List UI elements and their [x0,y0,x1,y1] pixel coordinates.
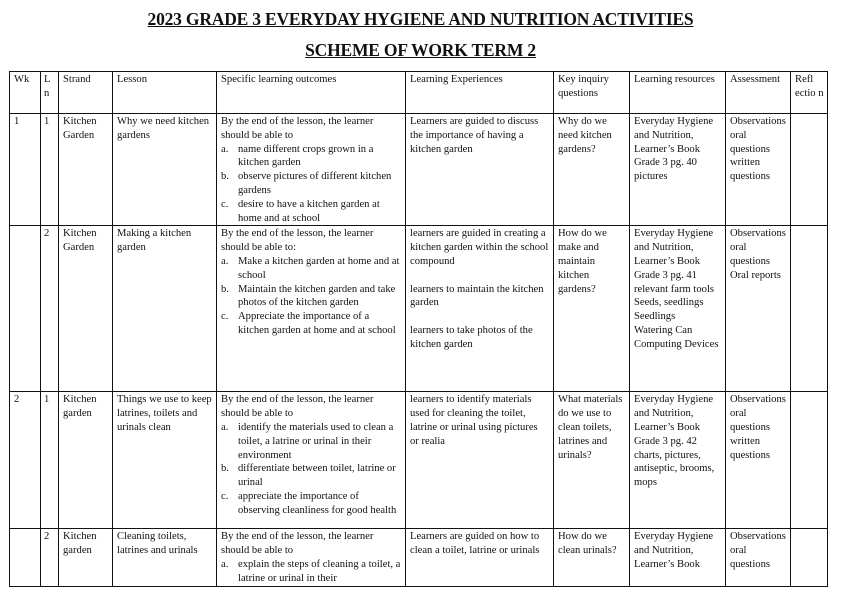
experience-text: learners to maintain the kitchen garden [410,283,544,309]
cell-lesson-number: 2 [41,529,59,586]
cell-reflection[interactable] [791,114,828,226]
cell-resources: Everyday Hygiene and Nutrition, Learner’s Book Grade 3 pg. 42 charts, pictures, antiseptic, brooms, mops [630,392,726,529]
cell-week: 1 [10,114,41,226]
outcomes-intro: By the end of the lesson, the learner should be able to: [221,228,374,254]
outcome-item: c. desire to have a kitchen garden at home and at school [221,198,380,224]
experience-text: Learners are guided to discuss the importance of having a kitchen garden [410,116,539,155]
header-resources: Learning resources [630,72,726,114]
header-reflection: Refl ectio n [791,72,828,114]
table-row [10,226,828,392]
cell-outcomes [217,392,406,529]
cell-outcomes [217,114,406,226]
cell-resources: Everyday Hygiene and Nutrition, Learner’s Book [630,529,726,586]
cell-lesson-number: 1 [41,392,59,529]
cell-week [10,529,41,586]
cell-reflection[interactable] [791,226,828,392]
experience-text: Learners are guided on how to clean a toilet, latrine or urinals [410,531,540,557]
cell-experiences [406,392,554,529]
cell-week [10,226,41,392]
outcomes-list [221,143,401,226]
cell-reflection[interactable] [791,529,828,586]
table-row [10,529,828,586]
document-title: 2023 GRADE 3 EVERYDAY HYGIENE AND NUTRITION ACTIVITIES [147,9,694,29]
cell-strand: Kitchen garden [59,529,113,586]
experience-text: learners to take photos of the kitchen garden [410,324,533,350]
cell-lesson: Making a kitchen garden [113,226,217,392]
table-row [10,114,828,226]
outcome-item: a. identify the materials used to clean a toilet, a latrine or urinal in their environment [221,421,394,461]
cell-inquiry: Why do we need kitchen gardens? [554,114,630,226]
outcomes-intro: By the end of the lesson, the learner should be able to [221,394,374,420]
outcome-item: c. appreciate the importance of observing cleanliness for good health [221,490,397,516]
cell-resources: Everyday Hygiene and Nutrition, Learner’s Book Grade 3 pg. 40 pictures [630,114,726,226]
outcome-item: a. name different crops grown in a kitchen garden [221,143,374,169]
cell-strand: Kitchen garden [59,392,113,529]
cell-outcomes [217,529,406,586]
outcomes-list [221,558,401,586]
header-lesson: Lesson [113,72,217,114]
header-inquiry: Key inquiry questions [554,72,630,114]
outcomes-list [221,421,401,518]
header-outcomes: Specific learning outcomes [217,72,406,114]
cell-inquiry: What materials do we use to clean toilets, latrines and urinals? [554,392,630,529]
cell-resources: Everyday Hygiene and Nutrition, Learner’s Book Grade 3 pg. 41 relevant farm tools Seeds, seedlings Seedlings Watering Can Computing Devices [630,226,726,392]
outcome-item: b. observe pictures of different kitchen gardens [221,171,392,196]
table-row [10,392,828,529]
cell-assessment: Observations oral questions written questions [726,392,791,529]
cell-experiences [406,114,554,226]
header-lesson-number: L n [41,72,59,114]
cell-experiences [406,226,554,392]
outcomes-intro: By the end of the lesson, the learner should be able to [221,531,374,557]
cell-inquiry: How do we clean urinals? [554,529,630,586]
experience-text: learners to identify materials used for cleaning the toilet, latrine or urinal using pictures or realia [410,394,538,447]
cell-lesson: Things we use to keep latrines, toilets and urinals clean [113,392,217,529]
cell-week: 2 [10,392,41,529]
header-experiences: Learning Experiences [406,72,554,114]
cell-reflection[interactable] [791,392,828,529]
cell-lesson: Why we need kitchen gardens [113,114,217,226]
cell-strand: Kitchen Garden [59,114,113,226]
outcomes-list [221,255,401,338]
outcomes-intro: By the end of the lesson, the learner should be able to [221,116,374,141]
header-week: Wk [10,72,41,114]
outcome-item: b. Maintain the kitchen garden and take photos of the kitchen garden [221,283,396,309]
outcome-item: a. explain the steps of cleaning a toilet, a latrine or urinal in their [221,558,401,584]
document-subtitle: SCHEME OF WORK TERM 2 [305,40,536,60]
outcome-item: c. Appreciate the importance of a kitchen garden at home and at school [221,311,396,336]
header-strand: Strand [59,72,113,114]
cell-lesson-number: 1 [41,114,59,226]
experience-text: learners are guided in creating a kitchen garden within the school compound [410,228,549,267]
outcome-item: b. differentiate between toilet, latrine or urinal [221,463,396,489]
cell-strand: Kitchen Garden [59,226,113,392]
table-header-row [10,72,828,114]
cell-assessment: Observations oral questions Oral reports [726,226,791,392]
cell-lesson: Cleaning toilets, latrines and urinals [113,529,217,586]
cell-assessment: Observations oral questions [726,529,791,586]
outcome-item: a. Make a kitchen garden at home and at school [221,255,400,281]
header-assessment: Assessment [726,72,791,114]
cell-inquiry: How do we make and maintain kitchen gardens? [554,226,630,392]
cell-outcomes [217,226,406,392]
cell-assessment: Observations oral questions written questions [726,114,791,226]
cell-lesson-number: 2 [41,226,59,392]
scheme-of-work-table [9,71,828,587]
cell-experiences [406,529,554,586]
